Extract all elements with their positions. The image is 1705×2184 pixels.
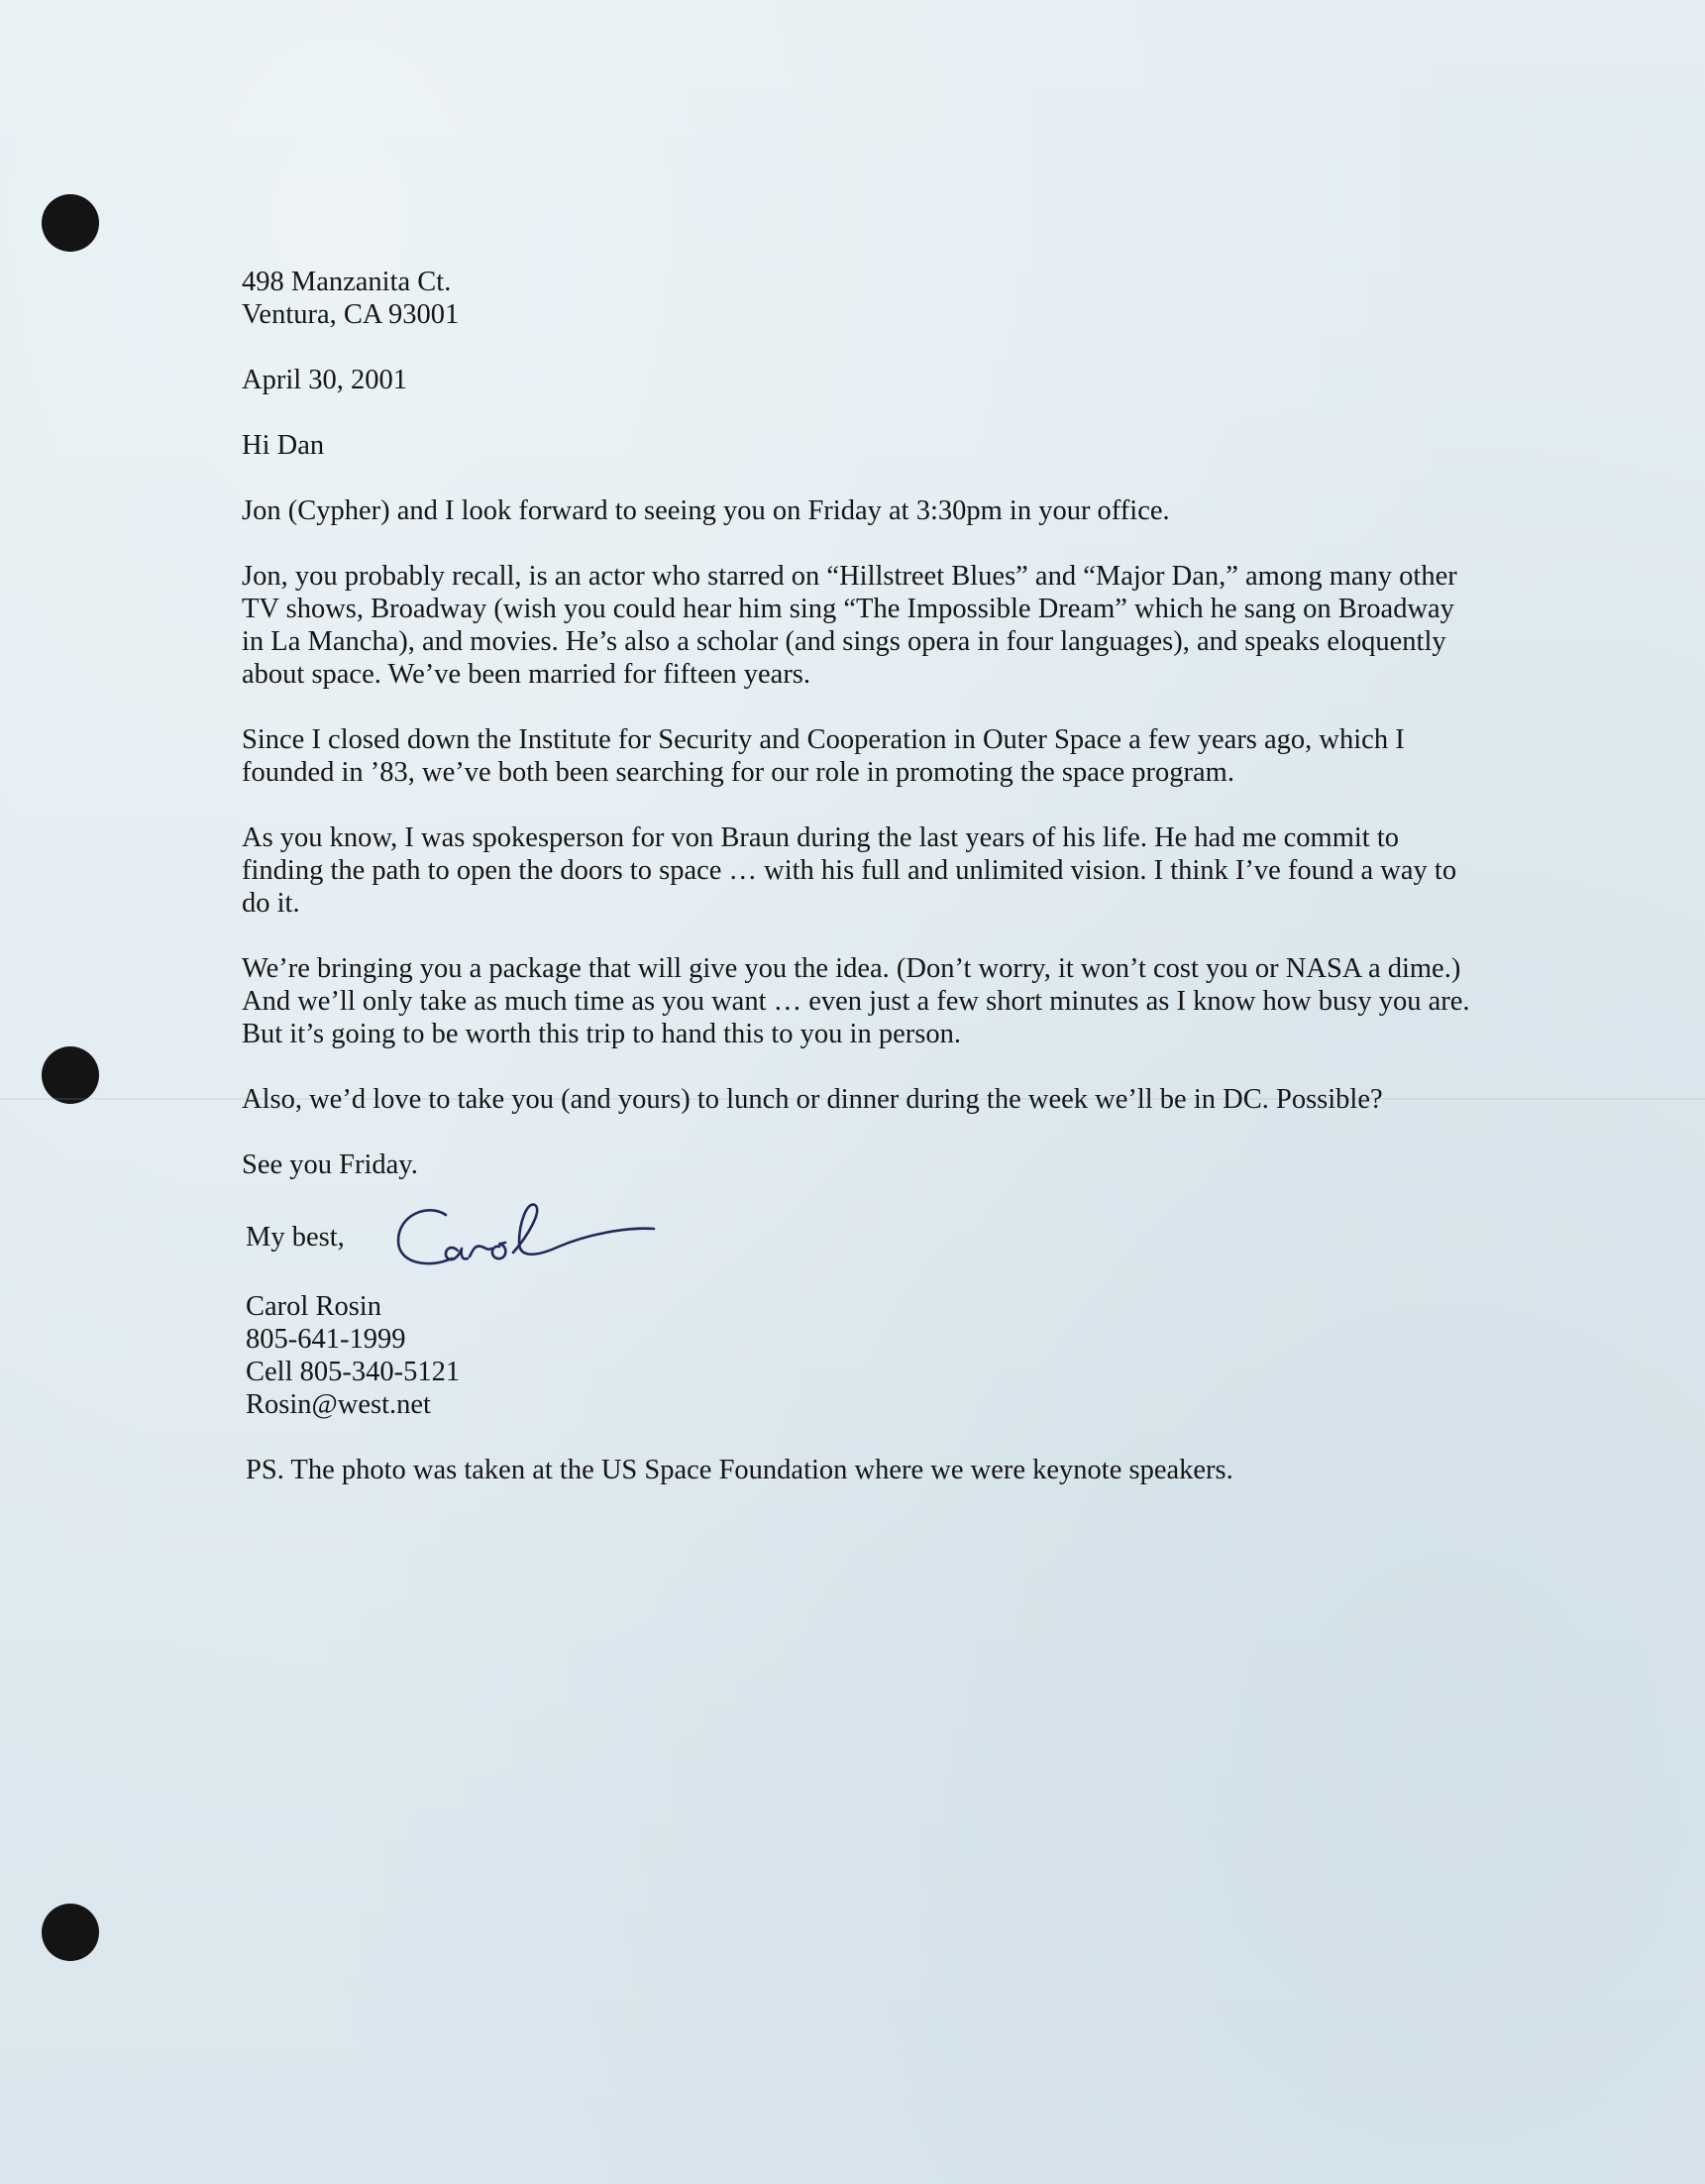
sender-address [242,266,1470,331]
paragraph-2: Jon, you probably recall, is an actor who starred on “Hillstreet Blues” and “Major Dan,” among many other TV shows, Broadway (wish you could hear him sing “The Impossible Dream” which he sang on Broadway in La Mancha), and movies. He’s also a scholar (and sings opera in four languages), and speaks eloquently about space. We’ve been married for fifteen years. [242,561,1457,690]
paragraph-4: As you know, I was spokesperson for von Braun during the last years of his life. He had me commit to finding the path to open the doors to space … with his full and unlimited vision. I think I’ve found a way to do it. [242,822,1457,919]
signoff-row [242,1207,1470,1264]
punch-hole-top [42,194,99,252]
sender-cell: Cell 805-340-5121 [246,1357,461,1387]
handwritten-signature [388,1193,715,1282]
letter-date: April 30, 2001 [242,365,408,395]
sender-signature-block [242,1290,1470,1421]
postscript: PS. The photo was taken at the US Space Foundation where we were keynote speakers. [246,1455,1233,1485]
sender-name: Carol Rosin [246,1291,381,1322]
punch-hole-middle [42,1046,99,1104]
letter-body [242,266,1470,1486]
paragraph-1: Jon (Cypher) and I look forward to seeing you on Friday at 3:30pm in your office. [242,495,1170,526]
greeting: Hi Dan [242,430,325,461]
sender-email: Rosin@west.net [246,1389,431,1420]
paragraph-7: See you Friday. [242,1149,418,1180]
paragraph-6: Also, we’d love to take you (and yours) to lunch or dinner during the week we’ll be in DC. Possible? [242,1084,1383,1115]
sender-phone: 805-641-1999 [246,1324,406,1355]
closing: My best, [246,1222,345,1253]
address-line-1: 498 Manzanita Ct. [242,267,452,297]
paragraph-5: We’re bringing you a package that will give you the idea. (Don’t worry, it won’t cost you or NASA a dime.) And we’ll only take as much time as you want … even just a few short minutes as I know how busy you are. But it’s going to be worth this trip to hand this to you in person. [242,953,1470,1049]
address-line-2: Ventura, CA 93001 [242,299,460,330]
punch-hole-bottom [42,1904,99,1961]
paragraph-3: Since I closed down the Institute for Security and Cooperation in Outer Space a few years ago, which I founded in ’83, we’ve both been searching for our role in promoting the space program. [242,724,1405,788]
